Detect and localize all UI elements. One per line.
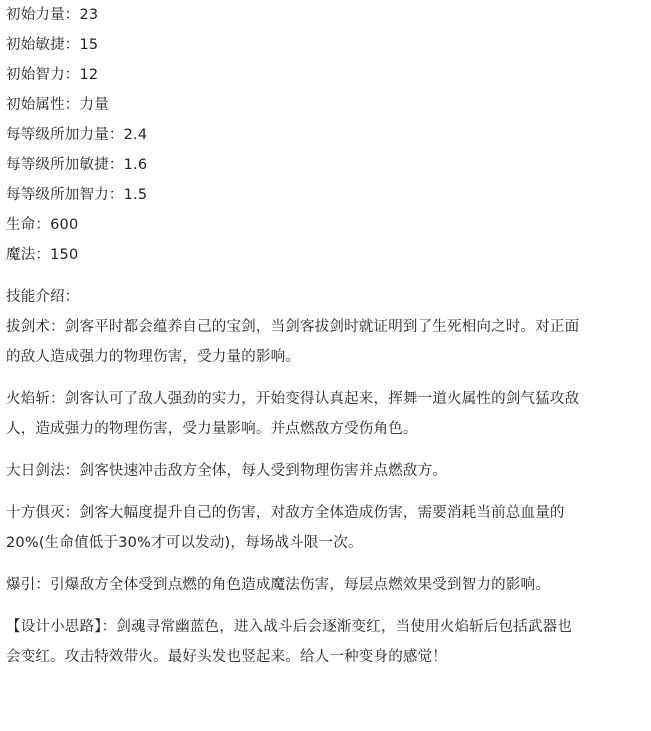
skill-line: 人，造成强力的物理伤害，受力量影响。并点燃敌方受伤角色。 [6,421,418,437]
stat-initial-strength: 初始力量：23 [6,7,99,23]
stat-agility-per-level: 每等级所加敏捷：1.6 [6,157,148,173]
stat-initial-agility: 初始敏捷：15 [6,37,99,53]
skill-paragraph [6,312,646,372]
stat-hp: 生命：600 [6,217,79,233]
design-notes-line: 会变红。攻击特效带火。最好头发也竖起来。给人一种变身的感觉！ [6,649,447,665]
stats-list [6,0,646,270]
skill-line: 的敌人造成强力的物理伤害，受力量的影响。 [6,349,300,365]
stat-initial-attribute: 初始属性：力量 [6,97,109,113]
skill-paragraph [6,570,646,600]
article-body [6,0,646,672]
skill-paragraph [6,384,646,444]
design-notes-paragraph [6,612,646,672]
skills-header: 技能介绍： [6,289,80,305]
skill-paragraph [6,498,646,558]
skill-line: 爆引：引爆敌方全体受到点燃的角色造成魔法伤害，每层点燃效果受到智力的影响。 [6,577,550,593]
skill-line: 十方俱灭：剑客大幅度提升自己的伤害，对敌方全体造成伤害，需要消耗当前总血量的 [6,505,565,521]
skill-line: 火焰斩：剑客认可了敌人强劲的实力，开始变得认真起来，挥舞一道火属性的剑气猛攻敌 [6,391,580,407]
stat-intelligence-per-level: 每等级所加智力：1.5 [6,187,148,203]
stat-strength-per-level: 每等级所加力量：2.4 [6,127,148,143]
design-notes-line: 【设计小思路】：剑魂寻常幽蓝色，进入战斗后会逐渐变红，当使用火焰斩后包括武器也 [6,619,573,635]
stat-initial-intelligence: 初始智力：12 [6,67,99,83]
skills-section [6,282,646,672]
skill-line: 大日剑法：剑客快速冲击敌方全体，每人受到物理伤害并点燃敌方。 [6,463,447,479]
stat-mp: 魔法：150 [6,247,79,263]
skill-line: 20%(生命值低于30%才可以发动)，每场战斗限一次。 [6,535,363,551]
skill-paragraph [6,456,646,486]
skill-line: 拔剑术：剑客平时都会蕴养自己的宝剑，当剑客拔剑时就证明到了生死相向之时。对正面 [6,319,580,335]
